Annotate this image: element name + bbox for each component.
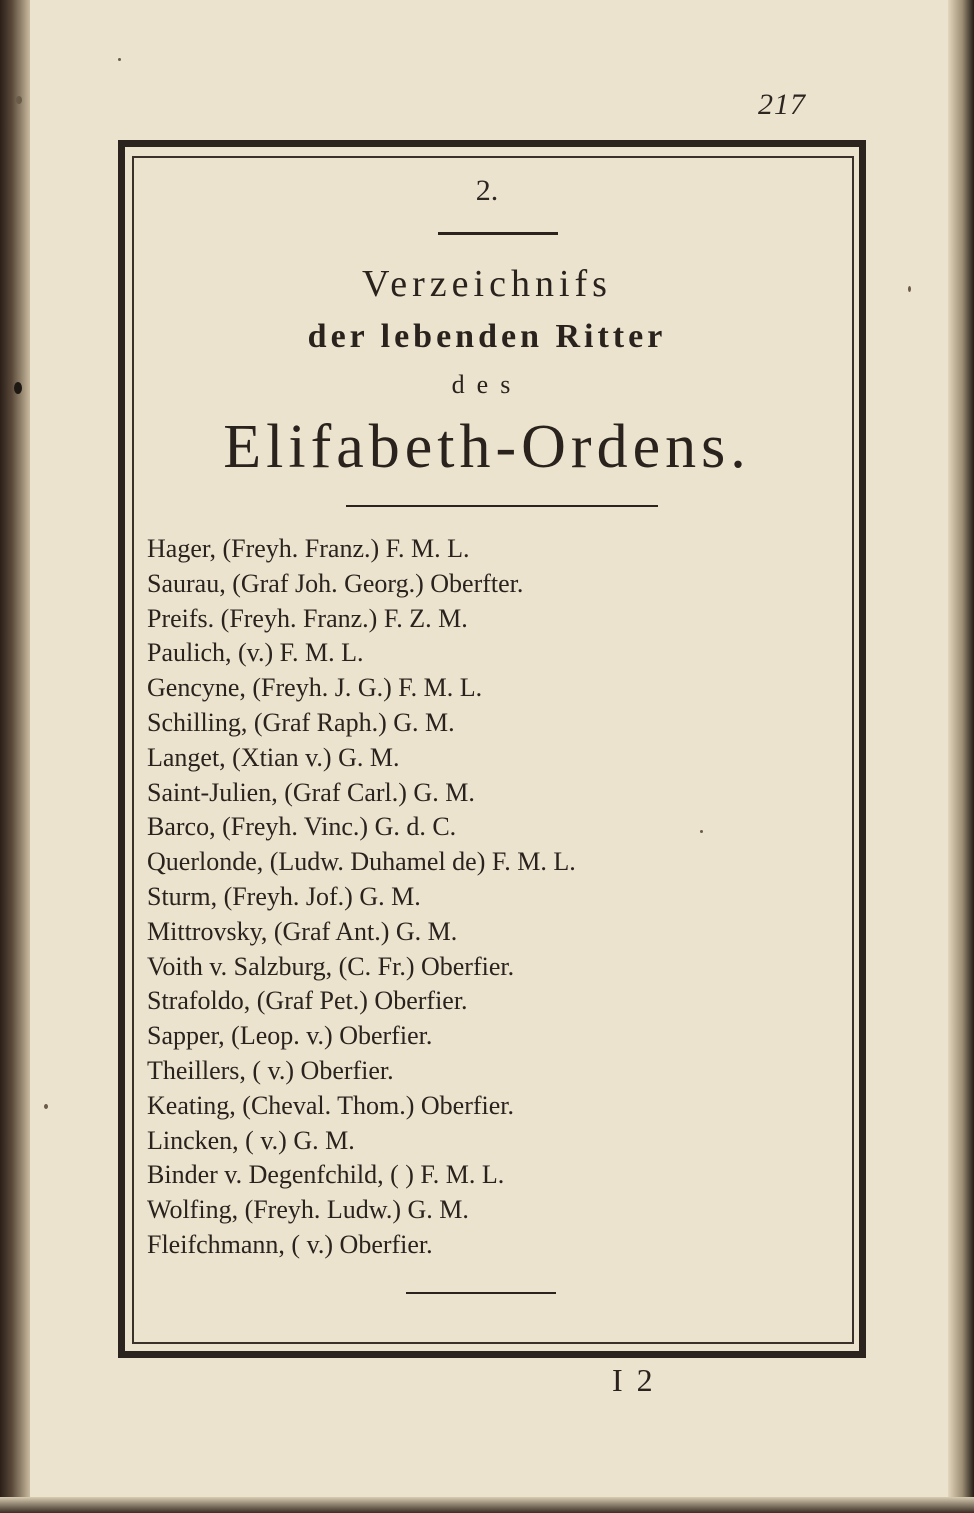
- list-item: Barco, (Freyh. Vinc.) G. d. C.: [147, 812, 457, 842]
- list-item: Schilling, (Graf Raph.) G. M.: [147, 707, 455, 737]
- list-item: Strafoldo, (Graf Pet.) Oberfier.: [147, 986, 468, 1016]
- list-item: Sapper, (Leop. v.) Oberfier.: [147, 1021, 433, 1051]
- list-item: Voith v. Salzburg, (C. Fr.) Oberfier.: [147, 951, 515, 981]
- list-item: Binder v. Degenfchild, ( ) F. M. L.: [147, 1160, 505, 1190]
- page-number: 217: [758, 88, 806, 121]
- paper-speck: [14, 382, 22, 394]
- list-item: Fleifchmann, ( v.) Oberfier.: [147, 1229, 433, 1259]
- list-item: Lincken, ( v.) G. M.: [147, 1125, 355, 1155]
- title-line-1: Verzeichnifs: [362, 263, 612, 305]
- book-spine-edge: [0, 0, 30, 1513]
- title-divider-rule: [346, 505, 658, 507]
- list-item: Wolfing, (Freyh. Ludw.) G. M.: [147, 1195, 469, 1225]
- list-item: Langet, (Xtian v.) G. M.: [147, 742, 400, 772]
- paper-speck: [16, 96, 22, 104]
- paper-speck: [700, 830, 703, 833]
- paper-speck: [908, 286, 911, 292]
- list-item: Saint-Julien, (Graf Carl.) G. M.: [147, 777, 475, 807]
- list-item: Preifs. (Freyh. Franz.) F. Z. M.: [147, 603, 468, 633]
- title-line-2: der lebenden Ritter: [307, 318, 667, 355]
- list-item: Querlonde, (Ludw. Duhamel de) F. M. L.: [147, 847, 576, 877]
- list-item: Saurau, (Graf Joh. Georg.) Oberfter.: [147, 568, 524, 598]
- list-item: Sturm, (Freyh. Jof.) G. M.: [147, 881, 421, 911]
- list-item: Hager, (Freyh. Franz.) F. M. L.: [147, 534, 470, 563]
- knights-list: [147, 532, 837, 1263]
- title-line-3: des: [451, 370, 523, 399]
- paper-speck: [118, 58, 121, 61]
- top-divider-rule: [438, 232, 558, 235]
- paper-speck: [44, 1104, 48, 1109]
- page-bottom-edge: [0, 1497, 974, 1513]
- signature-mark: I 2: [612, 1362, 656, 1398]
- section-number: 2.: [475, 174, 499, 207]
- page-right-edge: [948, 0, 974, 1513]
- title-line-4: Elifabeth-Ordens.: [223, 413, 751, 481]
- list-item: Paulich, (v.) F. M. L.: [147, 638, 364, 668]
- bottom-divider-rule: [406, 1292, 556, 1294]
- list-item: Mittrovsky, (Graf Ant.) G. M.: [147, 916, 458, 946]
- list-item: Theillers, ( v.) Oberfier.: [147, 1055, 394, 1085]
- list-item: Keating, (Cheval. Thom.) Oberfier.: [147, 1090, 515, 1120]
- list-item: Gencyne, (Freyh. J. G.) F. M. L.: [147, 673, 483, 703]
